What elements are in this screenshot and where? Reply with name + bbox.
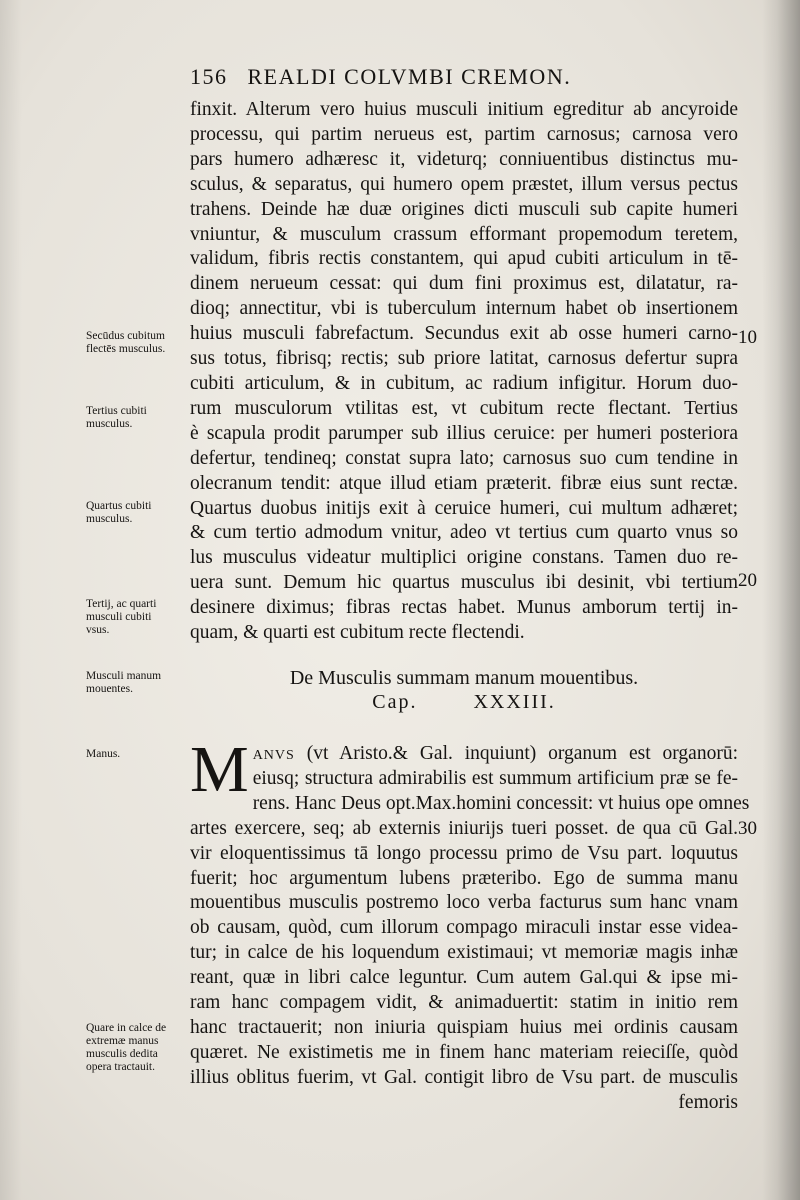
- text-line: vir eloquentissimus tā longo processu primo de Vsu part. loquutus: [190, 842, 738, 864]
- text-line: tur; in calce de his loquendum existimaui; vt memoriæ magis inhæ: [190, 942, 738, 964]
- text-line: Quartus duobus initijs exit à ceruice humeri, cui multum adhæret;: [190, 497, 738, 519]
- body-text-section-1: [190, 98, 738, 646]
- margin-note-line: Musculi manum: [86, 670, 162, 682]
- margin-note-line: Quare in calce de: [86, 1022, 167, 1034]
- text-line: lus musculus videatur multiplici origine constans. Tamen duo re-: [190, 547, 738, 569]
- text-line: validum, fibris rectis constantem, qui apud cubiti articulum in tē-: [190, 248, 738, 270]
- text-line: sus totus, fibrisq; rectis; sub priore latitat, carnosus defertur supra: [190, 348, 738, 370]
- catchword: femoris: [678, 1091, 738, 1113]
- running-title: REALDI COLVMBI CREMON.: [247, 64, 572, 89]
- text-line: desinere diximus; fibras rectas habet. Munus amborum tertij in-: [190, 597, 738, 619]
- text-line: ram hanc compagem vidit, & animaduertit: statim in initio rem: [190, 992, 738, 1014]
- text-line: reant, quæ in libri calce leguntur. Cum autem Gal.qui & ipse mi-: [190, 967, 738, 989]
- chapter-number: XXXIII.: [473, 691, 556, 713]
- text-line: dinem nerueum cessat: qui dum fini proximus est, dilatatur, ra-: [190, 273, 738, 295]
- page-edge-shadow: [762, 0, 800, 1200]
- margin-note-manus: [86, 748, 194, 761]
- chapter-title: De Musculis summam manum mouentibus.: [289, 667, 639, 689]
- text-line: huius musculi fabrefactum. Secundus exit ab osse humeri carno-: [190, 323, 738, 345]
- text-line: rum musculorum vtilitas est, vt cubitum recte flectant. Tertius: [190, 397, 738, 419]
- text-line: sculus, & separatus, qui humero opem præstet, illum versus pectus: [190, 173, 738, 195]
- margin-note-tertius: [86, 405, 194, 431]
- margin-note-line: Secūdus cubitum: [86, 330, 165, 342]
- margin-note-vsus: [86, 598, 194, 637]
- text-line: illius oblitus fuerim, vt Gal. contigit libro de Vsu part. de musculis: [190, 1066, 738, 1088]
- gutter-shadow: [0, 0, 22, 1200]
- margin-note-line: Tertij, ac quarti: [86, 598, 157, 610]
- margin-note-line: mouentes.: [86, 683, 133, 695]
- text-line: cubiti articulum, & in cubitum, ac radium infigitur. Horum duo-: [190, 372, 738, 394]
- text-line: è scapula prodit parumper sub illius ceruice: per humeri posteriora: [190, 422, 738, 444]
- text-line: processu, qui partim nerueus est, partim carnosus; carnosa vero: [190, 123, 738, 145]
- page-number: 156: [190, 64, 228, 89]
- margin-note-line: Tertius cubiti: [86, 405, 147, 417]
- text-line: ob causam, quòd, cum illorum compago miraculi instar esse videa-: [190, 917, 738, 939]
- text-line: pars humero adhæresc it, videturq; conniuentibus distinctus mu-: [190, 148, 738, 170]
- text-line: & cum tertio admodum vnitur, adeo vt tertius cum quarto vnus so: [190, 522, 738, 544]
- text-line: rens. Hanc Deus opt.Max.homini concessit: vt huius ope omnes: [252, 792, 750, 814]
- chapter-cap-label: Cap.: [372, 691, 418, 713]
- first-word-smallcaps: anvs: [252, 743, 295, 764]
- line-number-10: 10: [738, 327, 757, 348]
- text-line: mouentibus musculis postremo loco verba facturus sum hanc vnam: [190, 892, 738, 914]
- text-line: quam, & quarti est cubitum recte flectendi.: [190, 622, 525, 644]
- margin-note-line: Quartus cubiti: [86, 500, 152, 512]
- margin-note-musculi-mouentes: [86, 670, 194, 696]
- line-number-20: 20: [738, 570, 757, 591]
- margin-note-secundus: [86, 330, 194, 356]
- margin-note-line: flectēs musculus.: [86, 343, 166, 355]
- text-line-rest: (vt Aristo.& Gal. inquiunt) organum est organorū:: [294, 743, 738, 764]
- margin-note-line: musculus.: [86, 418, 133, 430]
- margin-note-line: Manus.: [86, 748, 121, 760]
- drop-cap: M: [190, 733, 249, 806]
- margin-note-line: extremæ manus: [86, 1035, 159, 1047]
- margin-note-line: opera tractauit.: [86, 1061, 155, 1073]
- text-line: olecranum tendit: atque illud etiam præterit. fibræ eius sunt rectæ.: [190, 472, 738, 494]
- text-line: eiusq; structura admirabilis est summum artificium præ se fe-: [252, 767, 738, 789]
- text-line: artes exercere, seq; ab externis iniurijs tueri posset. de qua cū Gal.: [190, 817, 738, 839]
- running-header: [190, 64, 750, 90]
- text-line: uera sunt. Demum hic quartus musculus ibi desinit, vbi tertium: [190, 572, 738, 594]
- margin-note-quartus: [86, 500, 194, 526]
- text-line: fuerit; hoc argumentum lubens præteribo. Ego de summa manu: [190, 867, 738, 889]
- chapter-number-line: [190, 690, 738, 714]
- text-line: vniuntur, & musculum crassum efformant propemodum teretem,: [190, 223, 738, 245]
- text-line: defertur, tendineq; constat supra lato; carnosus suo cum tendine in: [190, 447, 738, 469]
- margin-note-line: musculis dedita: [86, 1048, 158, 1060]
- text-line: trahens. Deinde hæ duæ origines dicti musculi sub capite humeri: [190, 198, 738, 220]
- margin-note-quare: [86, 1022, 194, 1074]
- text-line: finxit. Alterum vero huius musculi initium egreditur ab ancyroide: [190, 99, 738, 120]
- text-line: dioq; annectitur, vbi is tuberculum internum habet ob insertionem: [190, 298, 738, 320]
- text-line-first: [190, 742, 738, 767]
- text-line: hanc tractauerit; non iniuria quispiam huius mei ordinis causam: [190, 1016, 738, 1038]
- line-number-30: 30: [738, 818, 757, 839]
- chapter-heading: [190, 666, 738, 714]
- margin-note-line: musculus.: [86, 513, 133, 525]
- margin-note-line: musculi cubiti: [86, 611, 152, 623]
- text-line: quæret. Ne existimetis me in finem hanc materiam reieciſſe, quòd: [190, 1041, 738, 1063]
- margin-note-line: vsus.: [86, 624, 110, 636]
